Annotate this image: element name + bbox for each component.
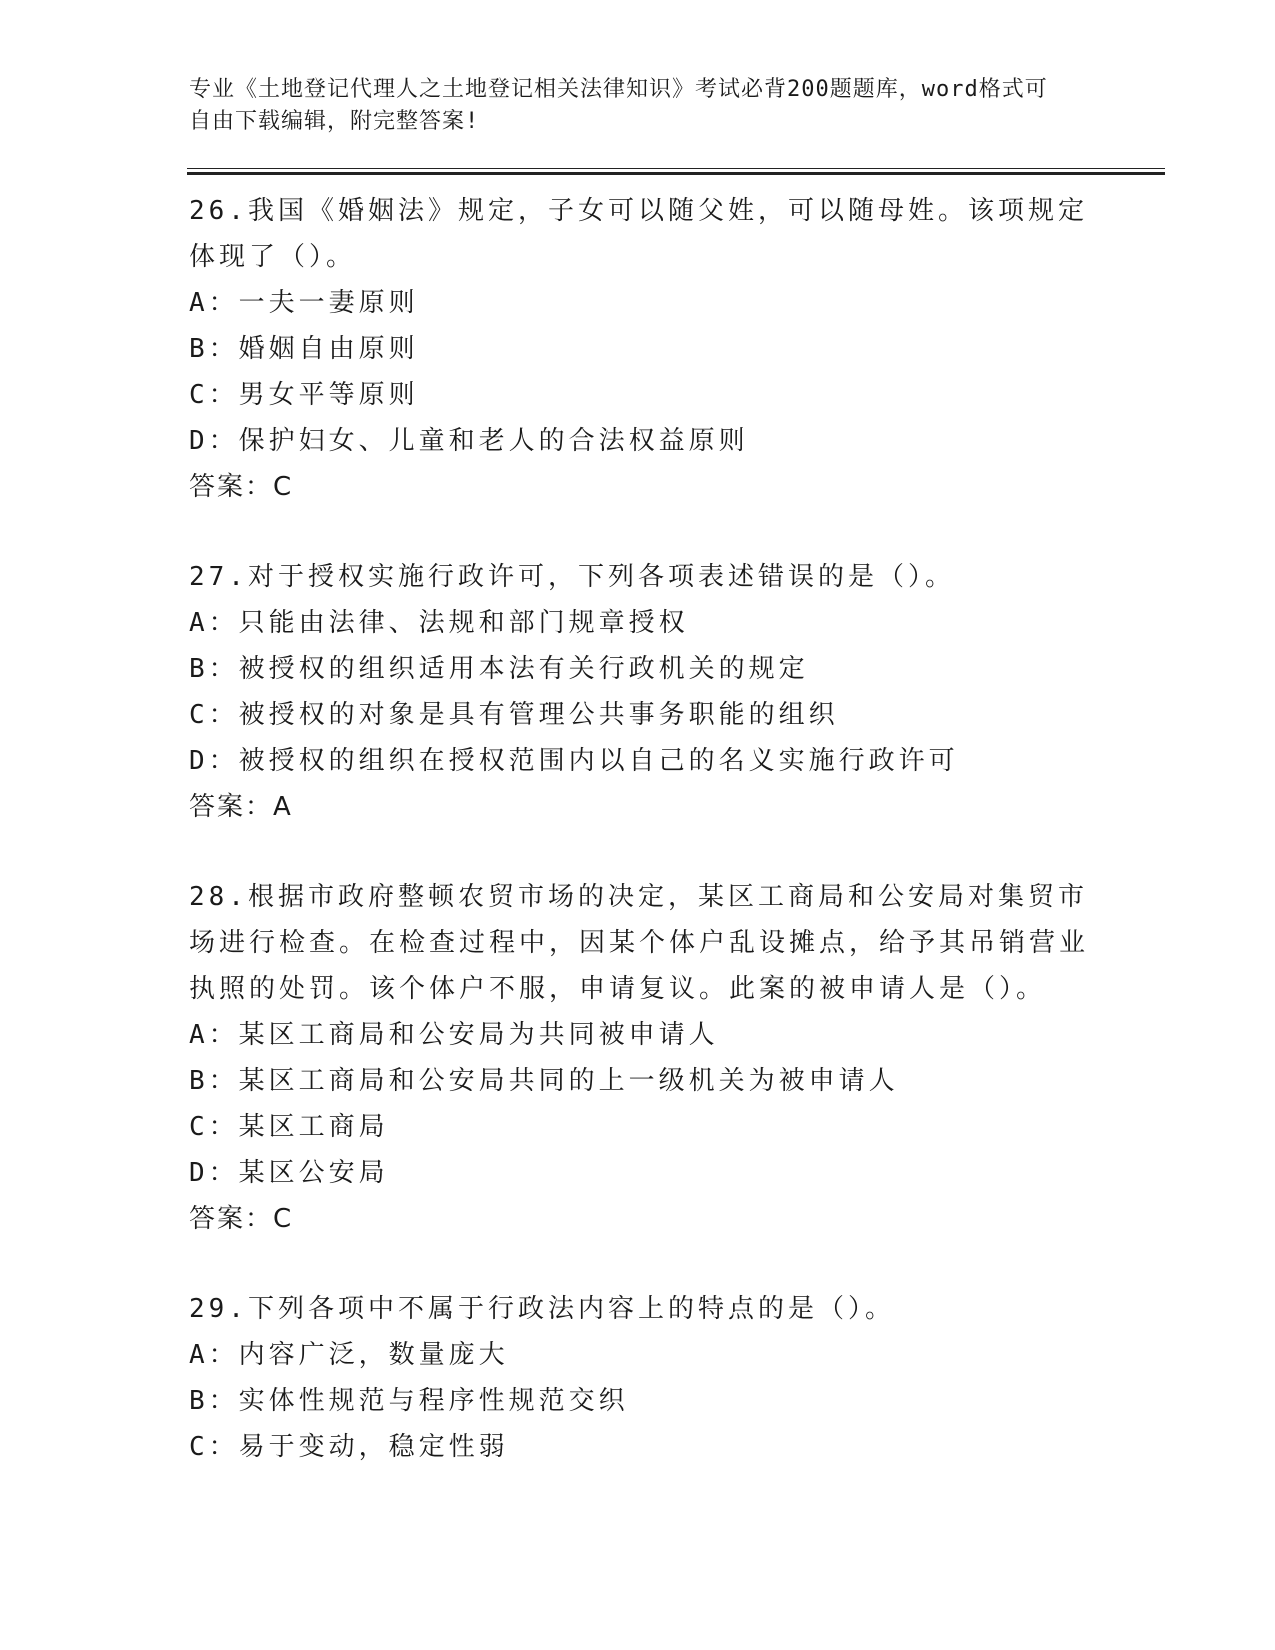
answer-line: 答案：C — [189, 472, 294, 502]
question-list — [189, 188, 1089, 1514]
option-d: D：被授权的组织在授权范围内以自己的名义实施行政许可 — [189, 746, 959, 776]
option-b: B：被授权的组织适用本法有关行政机关的规定 — [189, 654, 809, 684]
option-c: C：男女平等原则 — [189, 380, 419, 410]
question-stem: 29.下列各项中不属于行政法内容上的特点的是（）。 — [189, 1294, 895, 1324]
header-divider-thick — [187, 172, 1165, 175]
question-26 — [189, 188, 1089, 510]
question-stem: 26.我国《婚姻法》规定，子女可以随父姓，可以随母姓。该项规定体现了（）。 — [189, 196, 1088, 272]
option-b: B：某区工商局和公安局共同的上一级机关为被申请人 — [189, 1066, 899, 1096]
option-b: B：婚姻自由原则 — [189, 334, 419, 364]
answer-line: 答案：C — [189, 1204, 294, 1234]
option-d: D：某区公安局 — [189, 1158, 389, 1188]
option-a: A：某区工商局和公安局为共同被申请人 — [189, 1020, 719, 1050]
option-c: C：某区工商局 — [189, 1112, 389, 1142]
option-a: A：只能由法律、法规和部门规章授权 — [189, 608, 689, 638]
question-stem: 27.对于授权实施行政许可，下列各项表述错误的是（）。 — [189, 562, 955, 592]
question-28 — [189, 874, 1089, 1242]
option-b: B：实体性规范与程序性规范交织 — [189, 1386, 629, 1416]
document-header: 专业《土地登记代理人之土地登记相关法律知识》考试必背200题题库，word格式可自由下载编辑，附完整答案! — [189, 77, 1048, 134]
question-27 — [189, 554, 1089, 830]
option-d: D：保护妇女、儿童和老人的合法权益原则 — [189, 426, 749, 456]
option-c: C：易于变动，稳定性弱 — [189, 1432, 509, 1462]
option-c: C：被授权的对象是具有管理公共事务职能的组织 — [189, 700, 839, 730]
option-a: A：内容广泛，数量庞大 — [189, 1340, 509, 1370]
question-stem: 28.根据市政府整顿农贸市场的决定，某区工商局和公安局对集贸市场进行检查。在检查过程中，因某个体户乱设摊点，给予其吊销营业执照的处罚。该个体户不服，申请复议。此案的被申请人是（）。 — [189, 882, 1090, 1004]
question-29 — [189, 1286, 1089, 1470]
option-a: A：一夫一妻原则 — [189, 288, 419, 318]
header-divider-thin — [187, 168, 1165, 169]
answer-line: 答案：A — [189, 792, 293, 822]
